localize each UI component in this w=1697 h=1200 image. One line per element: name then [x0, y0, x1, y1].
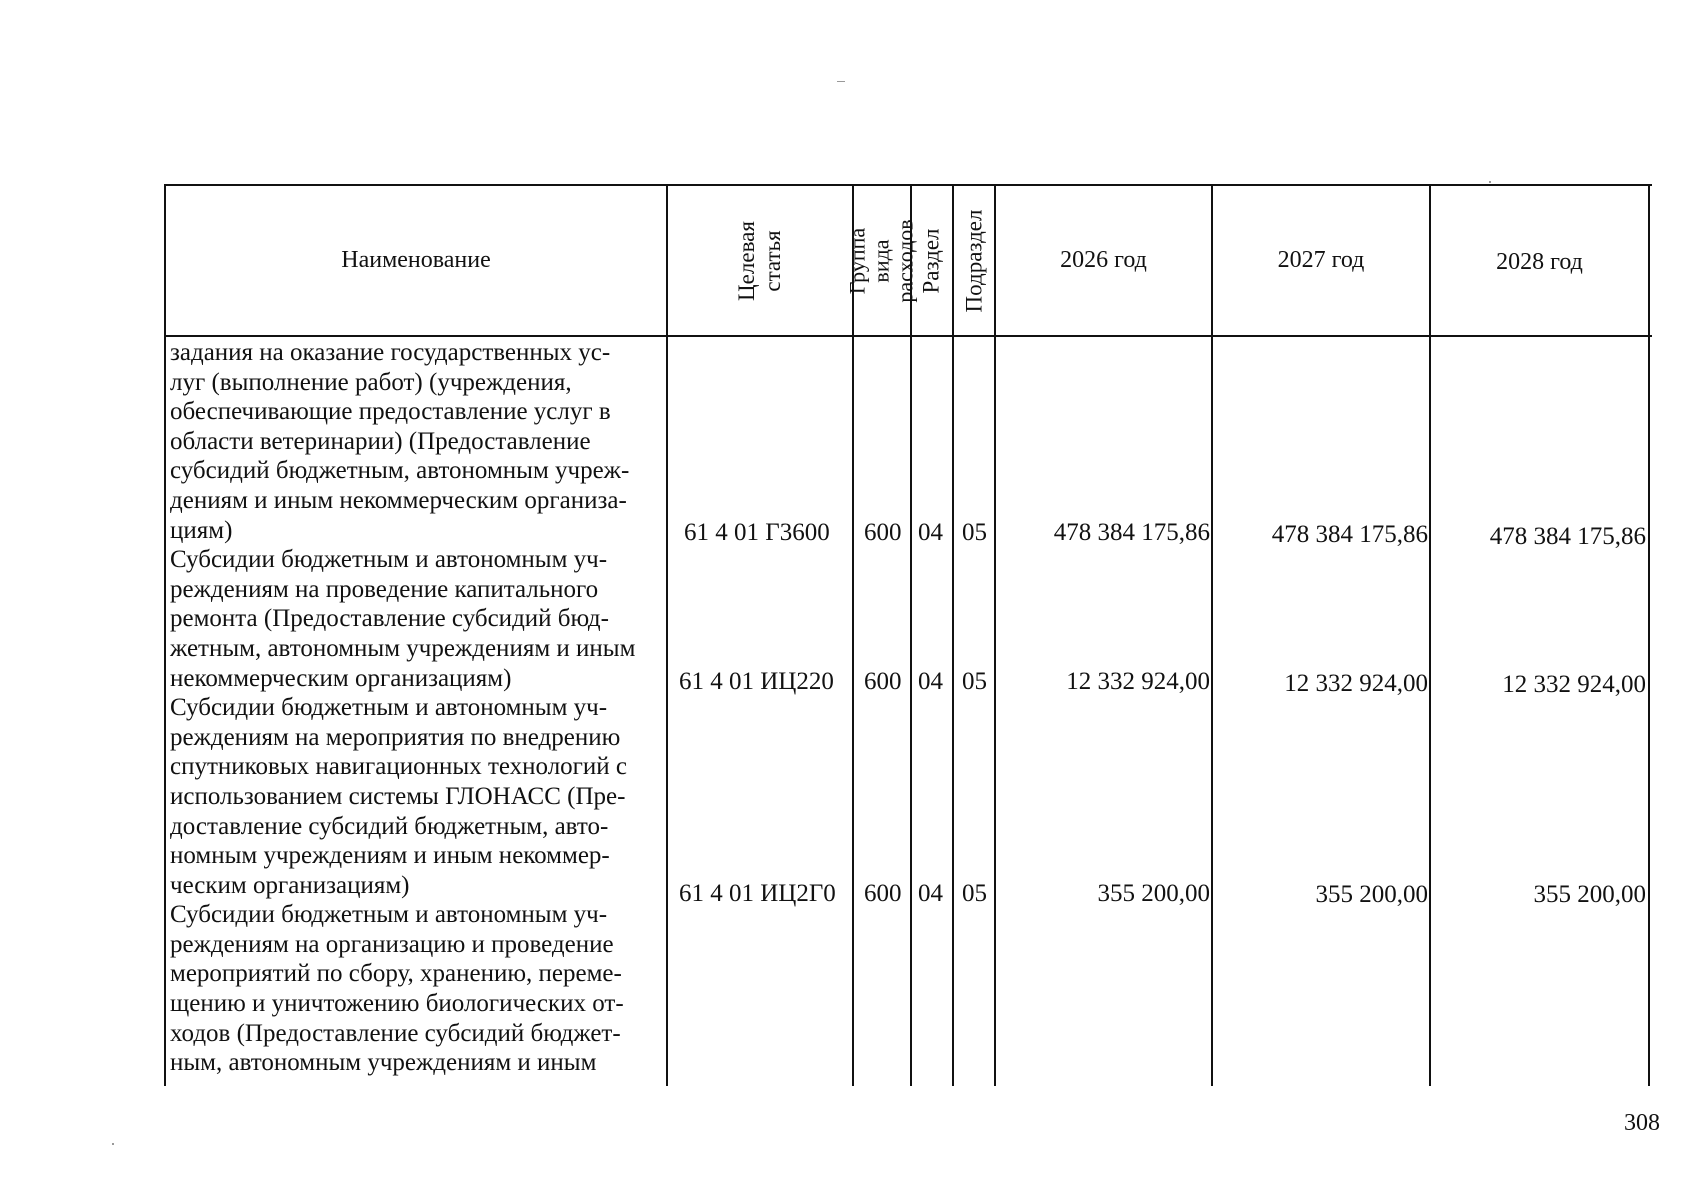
name-line: использованием системы ГЛОНАСС (Пре- [170, 782, 626, 810]
name-line: некоммерческим организациям) [170, 664, 512, 692]
header-target-article-text: Целевая статья [734, 220, 785, 301]
header-subsection [954, 186, 994, 335]
header-target-article [668, 186, 852, 335]
page-number: 308 [1624, 1110, 1660, 1136]
col-border-right [1648, 184, 1650, 1086]
row-target-article: 61 4 01 Г3600 [684, 519, 830, 546]
row-target-article: 61 4 01 ИЦ2Г0 [679, 880, 836, 907]
name-line: Субсидии бюджетным и автономным уч- [170, 694, 608, 722]
row-section: 04 [918, 668, 943, 695]
name-line: ческим организациям) [170, 871, 410, 899]
row-section: 04 [918, 880, 943, 907]
row-value-2028: 12 332 924,00 [1502, 671, 1646, 698]
name-line: реждениям на мероприятия по внедрению [170, 723, 621, 751]
name-line: дениям и иным некоммерческим организа- [170, 486, 627, 514]
name-line: области ветеринарии) (Предоставление [170, 427, 591, 455]
row-section: 04 [918, 519, 943, 546]
row-expense-group: 600 [864, 519, 902, 546]
name-line: спутниковых навигационных технологий с [170, 753, 628, 781]
header-subsection-text: Подраздел [961, 209, 987, 312]
row-value-2026: 478 384 175,86 [1053, 519, 1210, 546]
row-name-text [170, 900, 663, 1078]
header-2026: 2026 год [1060, 247, 1147, 273]
table-row-name [170, 338, 663, 1078]
name-line: ремонта (Предоставление субсидий бюд- [170, 605, 609, 633]
row-target-article: 61 4 01 ИЦ220 [679, 668, 834, 695]
row-value-2027: 12 332 924,00 [1284, 670, 1428, 697]
scan-speck [837, 81, 845, 82]
row-subsection: 05 [962, 668, 987, 695]
name-line: номным учреждениям и иным некоммер- [170, 842, 610, 870]
scan-speck [112, 1143, 114, 1145]
row-value-2028: 478 384 175,86 [1489, 523, 1646, 550]
name-line: мероприятий по сбору, хранению, переме- [170, 960, 622, 988]
name-line: реждениям на организацию и проведение [170, 930, 614, 958]
header-2028: 2028 год [1496, 248, 1583, 275]
name-line: ходов (Предоставление субсидий бюджет- [170, 1019, 621, 1047]
name-line: циям) [170, 516, 233, 544]
row-value-2027: 478 384 175,86 [1271, 521, 1428, 548]
row-name-text [170, 338, 663, 545]
name-line: Субсидии бюджетным и автономным уч- [170, 546, 608, 574]
header-name: Наименование [341, 247, 491, 273]
row-subsection: 05 [962, 880, 987, 907]
name-line: реждениям на проведение капитального [170, 575, 599, 603]
name-line: задания на оказание государственных ус- [170, 339, 611, 366]
row-name-text [170, 693, 663, 900]
row-value-2028: 355 200,00 [1533, 881, 1646, 908]
row-expense-group: 600 [864, 668, 902, 695]
name-line: щению и уничтожению биологических от- [170, 990, 624, 1018]
name-line: Субсидии бюджетным и автономным уч- [170, 901, 608, 929]
row-value-2026: 355 200,00 [1097, 880, 1210, 907]
header-2027: 2027 год [1277, 247, 1365, 273]
name-line: обеспечивающие предоставление услуг в [170, 398, 611, 426]
header-expense-group [845, 186, 918, 335]
row-name-text [170, 545, 663, 693]
name-line: субсидий бюджетным, автономным учреж- [170, 457, 630, 485]
row-expense-group: 600 [864, 880, 902, 907]
name-line: доставление субсидий бюджетным, авто- [170, 812, 609, 840]
header-expense-group-text: Группа вида расходов [845, 218, 918, 303]
header-section-text: Раздел [919, 227, 944, 294]
name-line: жетным, автономным учреждениям и иным [170, 634, 636, 662]
scan-speck [1489, 181, 1491, 183]
header-section [912, 186, 952, 335]
row-value-2026: 12 332 924,00 [1066, 668, 1210, 695]
row-value-2027: 355 200,00 [1315, 881, 1428, 908]
name-line: луг (выполнение работ) (учреждения, [170, 368, 572, 396]
row-subsection: 05 [962, 519, 987, 546]
name-line: ным, автономным учреждениям и иным [170, 1049, 597, 1077]
